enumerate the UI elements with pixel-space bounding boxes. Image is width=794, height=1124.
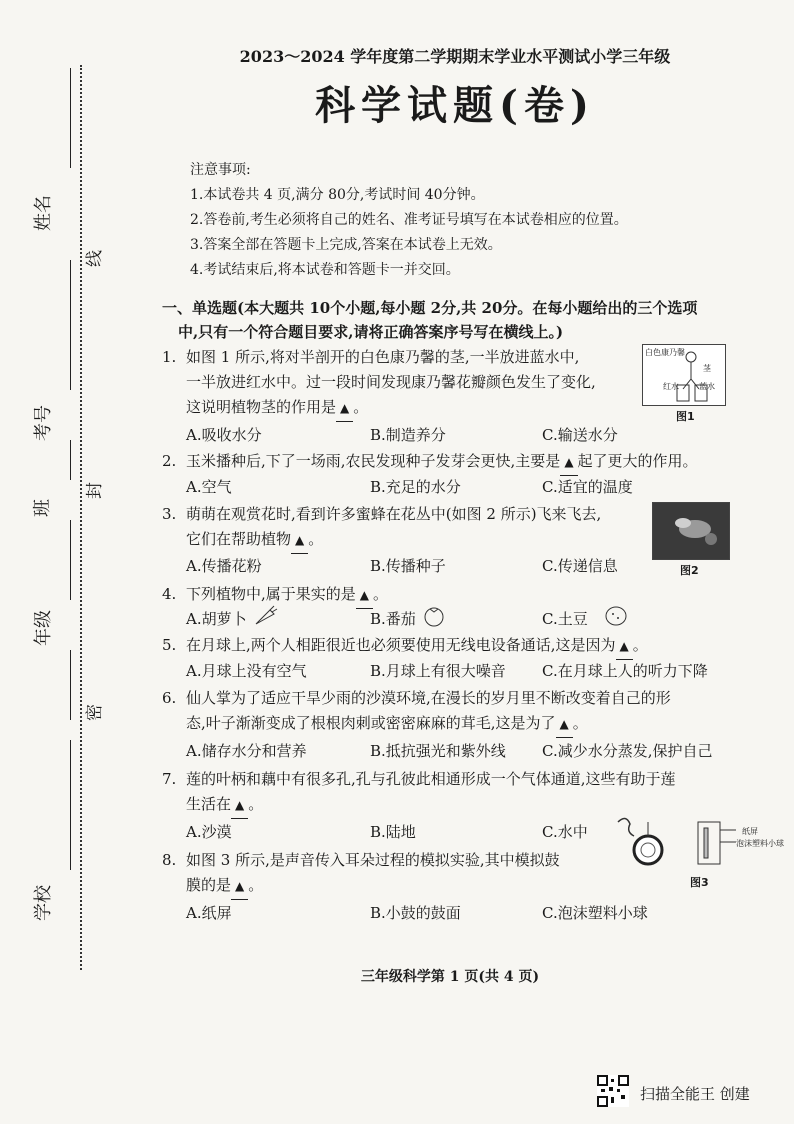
section-heading-line1: 一、单选题(本大题共 10个小题,每小题 2分,共 20分。在每小题给出的三个选项 [162, 299, 698, 317]
question-text: 。 [572, 714, 588, 732]
question-4 [162, 582, 562, 609]
section-heading-line2: 中,只有一个符合题目要求,请将正确答案序号写在横线上。) [178, 323, 564, 341]
options-2 [186, 476, 746, 500]
seal-dotted-line [80, 65, 82, 970]
class-underline [70, 440, 71, 480]
answer-blank [356, 582, 373, 609]
question-number: 6. [162, 689, 177, 707]
answer-blank [336, 395, 353, 422]
answer-blank [616, 633, 633, 660]
option-b: B.抵抗强光和紫外线 [370, 742, 506, 760]
triangle-mark: ▲ [359, 588, 370, 602]
figure-1-caption: 图1 [676, 410, 695, 423]
option-c: C.水中 [542, 823, 588, 841]
question-text: 在月球上,两个人相距很近也必须要使用无线电设备通话,这是因为 [186, 636, 616, 654]
figure-3-caption: 图3 [690, 876, 709, 889]
option-b: B.小鼓的鼓面 [370, 904, 461, 922]
options-5 [186, 660, 746, 684]
question-text: 玉米播种后,下了一场雨,农民发现种子发芽会更快,主要是 [186, 452, 561, 470]
question-3 [162, 502, 662, 554]
option-b: B.充足的水分 [370, 478, 461, 496]
option-a: A.传播花粉 [186, 557, 262, 575]
answer-blank [231, 873, 248, 900]
option-b: B.传播种子 [370, 557, 446, 575]
option-b: B.番茄 [370, 610, 416, 628]
note-item: 4.考试结束后,将本试卷和答题卡一并交回。 [190, 262, 460, 278]
exam-no-label: 考号 [33, 405, 54, 441]
option-a: A.月球上没有空气 [186, 662, 307, 680]
option-a: A.空气 [186, 478, 232, 496]
question-text: 萌萌在观赏花时,看到许多蜜蜂在花丛中(如图 2 所示)飞来飞去, [186, 505, 602, 523]
question-text: 起了更大的作用。 [577, 452, 698, 470]
question-number: 3. [162, 505, 177, 523]
question-number: 7. [162, 770, 177, 788]
option-c: C.土豆 [542, 610, 588, 628]
notes-heading: 注意事项: [190, 162, 251, 178]
school-underline [70, 740, 71, 870]
figure-2-caption: 图2 [680, 564, 699, 577]
options-8 [186, 902, 746, 926]
options-6 [186, 740, 746, 764]
option-c: C.适宜的温度 [542, 478, 633, 496]
question-text: 。 [353, 398, 369, 416]
carnation-icon [643, 345, 725, 405]
question-text: 它们在帮助植物 [186, 530, 292, 548]
question-8 [162, 848, 622, 900]
option-b: B.陆地 [370, 823, 416, 841]
grade-underline [70, 650, 71, 720]
question-text: 态,叶子渐渐变成了根根肉刺或密密麻麻的茸毛,这是为了 [186, 714, 556, 732]
option-a: A.胡萝卜 [186, 610, 247, 628]
option-a: A.吸收水分 [186, 426, 262, 444]
exam-subtitle: 2023～2024 学年度第二学期期末学业水平测试小学三年级 [239, 47, 671, 66]
option-b: B.月球上有很大噪音 [370, 662, 506, 680]
question-2 [162, 449, 762, 476]
triangle-mark: ▲ [235, 879, 245, 893]
figure-2 [652, 502, 730, 560]
question-text: 。 [248, 876, 264, 894]
answer-blank [560, 449, 577, 476]
note-item: 3.答案全部在答题卡上完成,答案在本试卷上无效。 [190, 237, 502, 253]
grade-label: 年级 [33, 610, 54, 646]
tomato-icon [422, 604, 446, 628]
question-number: 1. [162, 348, 177, 366]
seal-feng: 封 [85, 482, 105, 499]
question-number: 5. [162, 636, 177, 654]
fig1-label-blue: 蓝水 [699, 382, 715, 391]
triangle-mark: ▲ [295, 533, 305, 547]
question-text: 莲的叶柄和藕中有很多孔,孔与孔彼此相通形成一个气体通道,这些有助于莲 [186, 770, 676, 788]
answer-blank [556, 711, 573, 738]
fig1-label-flower: 白色康乃馨 [645, 348, 685, 357]
triangle-mark: ▲ [619, 639, 629, 653]
option-a: A.纸屏 [186, 904, 232, 922]
option-c: C.传递信息 [542, 557, 618, 575]
fig1-label-stem: 茎 [703, 364, 711, 373]
option-c: C.输送水分 [542, 426, 618, 444]
exam-no-underline [70, 260, 71, 390]
triangle-mark: ▲ [340, 401, 350, 415]
question-text: 如图 1 所示,将对半剖开的白色康乃馨的茎,一半放进蓝水中, [186, 348, 580, 366]
answer-blank [231, 792, 248, 819]
school-label: 学校 [33, 885, 54, 921]
option-c: C.泡沫塑料小球 [542, 904, 648, 922]
question-1 [162, 345, 642, 422]
potato-icon [604, 604, 628, 628]
answer-blank [291, 527, 308, 554]
fig3-label-ball: 泡沫塑料小球 [736, 839, 784, 848]
triangle-mark: ▲ [235, 798, 245, 812]
question-number: 4. [162, 585, 177, 603]
fig1-label-red: 红水 [663, 382, 679, 391]
class-label: 班 [32, 499, 53, 517]
name-underline [70, 68, 71, 168]
qr-code-icon [597, 1075, 629, 1107]
options-1 [186, 424, 746, 448]
question-text: 。 [248, 795, 264, 813]
option-c: C.在月球上人的听力下降 [542, 662, 708, 680]
question-text: 这说明植物茎的作用是 [186, 398, 337, 416]
figure-1 [642, 344, 726, 406]
question-text: 膜的是 [186, 876, 232, 894]
option-a: A.沙漠 [186, 823, 232, 841]
seal-mi: 密 [85, 704, 105, 721]
question-6 [162, 686, 762, 738]
question-text: 。 [373, 585, 389, 603]
fig3-label-screen: 纸屏 [742, 827, 758, 836]
notes-block [190, 158, 628, 283]
question-text: 仙人掌为了适应干旱少雨的沙漠环境,在漫长的岁月里不断改变着自己的形 [186, 689, 671, 707]
name-label: 姓名 [33, 195, 54, 231]
scanner-watermark: 扫描全能王 创建 [640, 1085, 750, 1103]
note-item: 1.本试卷共 4 页,满分 80分,考试时间 40分钟。 [190, 187, 485, 203]
exam-title: 科学试题(卷) [315, 82, 595, 129]
question-text: 。 [632, 636, 648, 654]
triangle-mark: ▲ [564, 455, 574, 469]
question-number: 8. [162, 851, 177, 869]
options-4 [186, 608, 746, 632]
question-text: 一半放进红水中。过一段时间发现康乃馨花瓣颜色发生了变化, [186, 373, 596, 391]
page-footer: 三年级科学第 1 页(共 4 页) [360, 969, 540, 985]
question-text: 下列植物中,属于果实的是 [186, 585, 356, 603]
section-heading [162, 296, 782, 344]
option-a: A.储存水分和营养 [186, 742, 307, 760]
question-text: 如图 3 所示,是声音传入耳朵过程的模拟实验,其中模拟鼓 [186, 851, 560, 869]
question-text: 。 [308, 530, 324, 548]
option-c: C.减少水分蒸发,保护自己 [542, 742, 713, 760]
grade-underline-top [70, 520, 71, 600]
bee-flower-photo-icon [653, 503, 729, 559]
triangle-mark: ▲ [559, 717, 569, 731]
seal-xian: 线 [85, 250, 105, 267]
note-item: 2.答卷前,考生必须将自己的姓名、准考证号填写在本试卷相应的位置。 [190, 212, 628, 228]
question-5 [162, 633, 762, 660]
question-text: 生活在 [186, 795, 232, 813]
option-b: B.制造养分 [370, 426, 446, 444]
carrot-icon [252, 604, 278, 628]
question-number: 2. [162, 452, 177, 470]
